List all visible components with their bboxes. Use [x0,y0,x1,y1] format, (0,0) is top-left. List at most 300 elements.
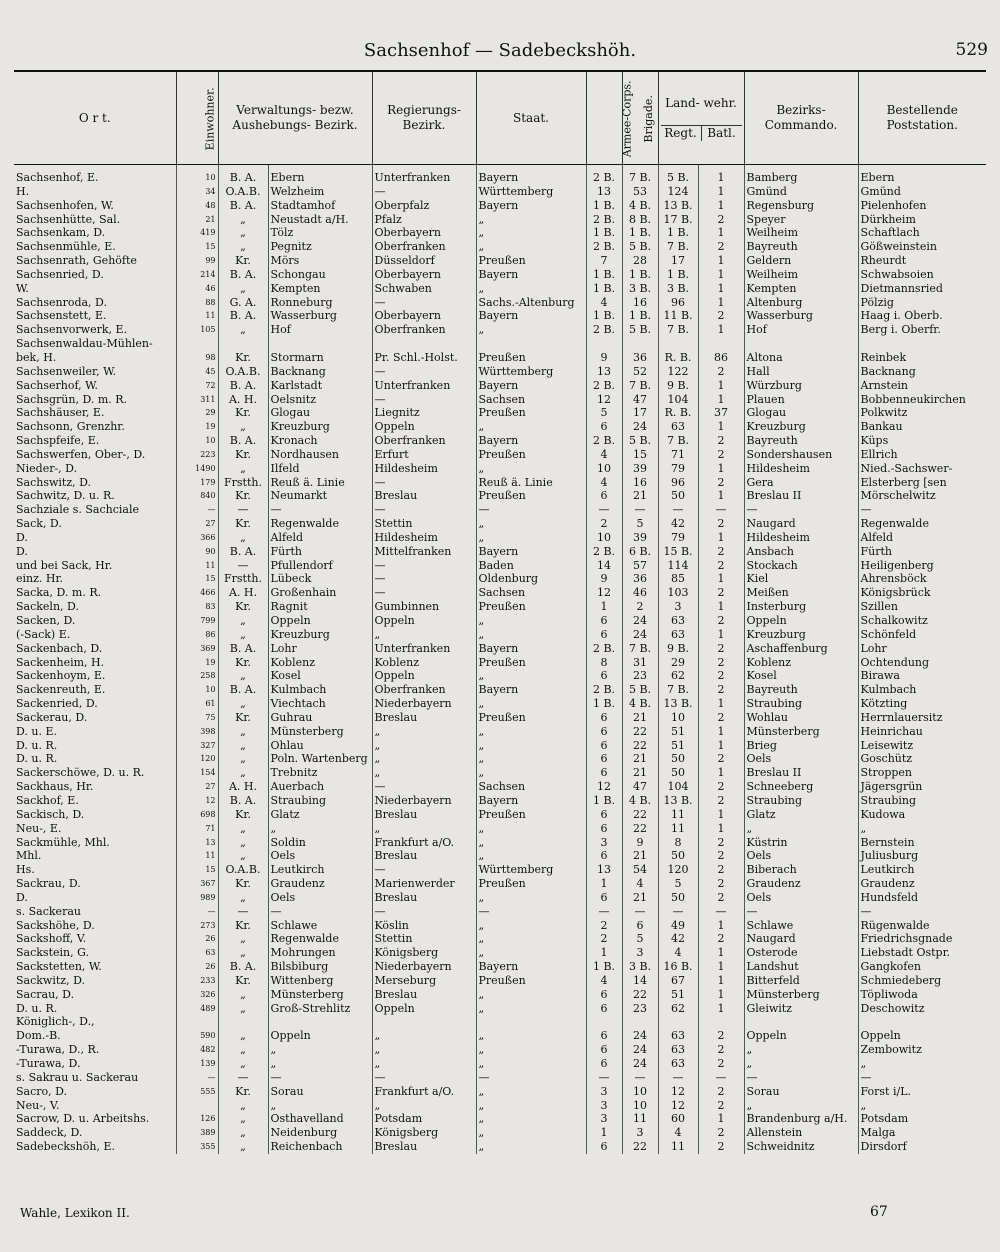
cell-amt: B. A. [218,434,268,448]
cell-staat [476,337,586,351]
cell-regt: 50 [658,891,698,905]
cell-staat: „ [476,822,586,836]
cell-commando: Münsterberg [744,988,858,1002]
cell-staat: „ [476,836,586,850]
cell-regt: 13 B. [658,199,698,213]
table-row [14,337,986,351]
cell-amt: Kr. [218,919,268,933]
cell-staat: „ [476,988,586,1002]
cell-commando: Brandenburg a/H. [744,1112,858,1126]
cell-regierungsbezirk: Breslau [372,891,476,905]
cell-ort: Sachsenkam, D. [16,226,106,240]
cell-staat: „ [476,891,586,905]
cell-armee-corps: 6 [586,614,622,628]
cell-bezirk: Trebnitz [268,766,372,780]
cell-armee-corps: 6 [586,1140,622,1154]
cell-bezirk: — [268,905,372,919]
cell-regierungsbezirk: Düsseldorf [372,254,476,268]
cell-ort: Sackstein, G. [16,946,89,960]
cell-einwohner: 11 [176,309,218,323]
table-row [14,1099,986,1113]
cell-commando: Geldern [744,254,858,268]
table-row [14,752,986,766]
cell-armee-corps: 6 [586,1043,622,1057]
cell-ort: s. Sakrau u. Sackerau [16,1070,139,1084]
cell-ort: Sachserhof, W. [16,378,99,392]
cell-armee-corps: 1 [586,600,622,614]
cell-bezirk: „ [268,1099,372,1113]
cell-armee-corps: 13 [586,185,622,199]
table-row [14,296,986,310]
cell-poststation: Dürkheim [858,213,986,227]
cell-bezirk [268,337,372,351]
cell-bezirk: Pegnitz [268,240,372,254]
cell-armee-corps: 6 [586,669,622,683]
cell-brigade: 52 [622,365,658,379]
cell-commando: Breslau II [744,489,858,503]
cell-brigade: 22 [622,822,658,836]
cell-regierungsbezirk: Stettin [372,932,476,946]
cell-bezirk: Tölz [268,226,372,240]
cell-amt: Frstth. [218,476,268,490]
cell-poststation: „ [858,1099,986,1113]
cell-brigade: 24 [622,1057,658,1071]
cell-regt: 79 [658,462,698,476]
cell-commando: Altenburg [744,296,858,310]
cell-amt: Kr. [218,1085,268,1099]
cell-einwohner: 179 [176,476,218,490]
cell-regierungsbezirk: Königsberg [372,1126,476,1140]
cell-regt: 50 [658,849,698,863]
table-row [14,199,986,213]
cell-batl: 2 [698,656,744,670]
cell-staat: Sachs.-Altenburg [476,296,586,310]
col-bezirks-commando: Bezirks- Commando. [744,71,858,165]
cell-amt: B. A. [218,683,268,697]
cell-staat: „ [476,1099,586,1113]
cell-regt: 63 [658,420,698,434]
cell-staat: „ [476,1057,586,1071]
cell-amt: Kr. [218,254,268,268]
cell-regt: 4 [658,1126,698,1140]
cell-commando: Biberach [744,863,858,877]
cell-commando: Kempten [744,282,858,296]
cell-brigade: 22 [622,725,658,739]
cell-batl: 2 [698,849,744,863]
page-number: 529 [955,40,988,60]
cell-brigade: 53 [622,185,658,199]
cell-poststation: „ [858,1057,986,1071]
cell-bezirk: Straubing [268,794,372,808]
cell-amt: Kr. [218,711,268,725]
cell-regierungsbezirk: „ [372,1029,476,1043]
cell-einwohner: 15 [176,240,218,254]
cell-einwohner: 258 [176,669,218,683]
cell-regt: 16 B. [658,960,698,974]
cell-commando: Straubing [744,697,858,711]
cell-ort: und bei Sack, Hr. [16,558,113,572]
cell-regt: 3 B. [658,282,698,296]
cell-commando: Wohlau [744,711,858,725]
cell-commando: Sondershausen [744,448,858,462]
cell-regt: 50 [658,489,698,503]
cell-commando: Gera [744,476,858,490]
cell-batl: — [698,905,744,919]
cell-batl: 1 [698,988,744,1002]
cell-regierungsbezirk: Hildesheim [372,462,476,476]
cell-amt: „ [218,240,268,254]
cell-poststation: Dietmannsried [858,282,986,296]
cell-bezirk: Oels [268,849,372,863]
col-regierungsbezirk: Regierungs- Bezirk. [372,71,476,165]
cell-ort: Sackstetten, W. [16,960,102,974]
cell-batl: 2 [698,1085,744,1099]
cell-ort: D. [16,544,28,558]
cell-brigade: 5 B. [622,683,658,697]
cell-batl: — [698,1071,744,1085]
landwehr-label: Land- wehr. [665,95,737,110]
cell-poststation: — [858,1071,986,1085]
cell-armee-corps: 2 B. [586,240,622,254]
cell-regierungsbezirk: „ [372,822,476,836]
cell-regierungsbezirk [372,1015,476,1029]
cell-bezirk: Schongau [268,268,372,282]
cell-regierungsbezirk: Breslau [372,849,476,863]
cell-bezirk: Kronach [268,434,372,448]
cell-amt [218,337,268,351]
cell-ort: Sachsenhof, E. [16,171,99,184]
cell-brigade: 15 [622,448,658,462]
cell-ort: Mhl. [16,849,42,863]
cell-armee-corps: 12 [586,780,622,794]
cell-poststation: Birawa [858,669,986,683]
cell-commando: Oels [744,752,858,766]
cell-brigade: 10 [622,1085,658,1099]
cell-staat: Oldenburg [476,572,586,586]
cell-amt: „ [218,1099,268,1113]
cell-regierungsbezirk: Oberfranken [372,434,476,448]
cell-ort: Sachsenrath, Gehöfte [16,254,137,268]
cell-brigade: — [622,1071,658,1085]
cell-amt: B. A. [218,309,268,323]
table-row [14,780,986,794]
cell-armee-corps: 6 [586,766,622,780]
cell-staat: „ [476,531,586,545]
cell-poststation: Bobbenneukirchen [858,393,986,407]
cell-commando: Bayreuth [744,434,858,448]
cell-ort: bek, H. [16,350,57,364]
cell-batl: — [698,503,744,517]
cell-brigade: 24 [622,614,658,628]
cell-regt: 120 [658,863,698,877]
cell-armee-corps: 1 B. [586,226,622,240]
cell-commando: Wasserburg [744,309,858,323]
cell-regierungsbezirk: — [372,296,476,310]
cell-poststation: Königsbrück [858,586,986,600]
cell-brigade: 5 B. [622,240,658,254]
cell-commando: Glatz [744,808,858,822]
cell-regt: 104 [658,393,698,407]
cell-bezirk: Kempten [268,282,372,296]
cell-batl: 2 [698,586,744,600]
cell-regierungsbezirk: Frankfurt a/O. [372,1085,476,1099]
cell-amt: A. H. [218,586,268,600]
cell-regierungsbezirk: — [372,185,476,199]
cell-ort: D. u. R. [16,1001,58,1015]
cell-brigade: 31 [622,656,658,670]
cell-regierungsbezirk: Unterfranken [372,642,476,656]
cell-ort: D. u. R. [16,752,58,766]
cell-armee-corps: 12 [586,586,622,600]
cell-regt: 5 [658,877,698,891]
table-row [14,1126,986,1140]
cell-ort: Sacrow, D. u. Arbeitshs. [16,1112,150,1126]
cell-bezirk: Leutkirch [268,863,372,877]
cell-batl: 1 [698,572,744,586]
cell-ort: Sachsenmühle, E. [16,240,116,254]
cell-amt: — [218,905,268,919]
cell-ort: Neu-, V. [16,1098,60,1112]
cell-batl: 2 [698,309,744,323]
cell-bezirk: Oppeln [268,1029,372,1043]
cell-batl: 1 [698,296,744,310]
table-row [14,974,986,988]
cell-commando: Speyer [744,213,858,227]
cell-brigade: 6 [622,919,658,933]
cell-einwohner: — [176,1071,218,1085]
cell-poststation: Liebstadt Ostpr. [858,946,986,960]
cell-amt: O.A.B. [218,185,268,199]
cell-poststation: Schalkowitz [858,614,986,628]
cell-ort: Sachspfeife, E. [16,434,100,448]
cell-amt: Kr. [218,489,268,503]
cell-bezirk: Osthavelland [268,1112,372,1126]
cell-brigade: 3 [622,1126,658,1140]
cell-commando [744,337,858,351]
cell-amt: „ [218,1140,268,1154]
cell-regt: 12 [658,1085,698,1099]
cell-commando: — [744,503,858,517]
cell-commando: Bayreuth [744,683,858,697]
cell-brigade: 21 [622,489,658,503]
cell-staat: Bayern [476,379,586,393]
cell-bezirk: Alfeld [268,531,372,545]
cell-regierungsbezirk: Oberbayern [372,226,476,240]
cell-armee-corps: 3 [586,1085,622,1099]
cell-poststation: Ellrich [858,448,986,462]
cell-armee-corps: 6 [586,1057,622,1071]
cell-regt: 7 B. [658,240,698,254]
cell-armee-corps: 6 [586,752,622,766]
cell-brigade: 22 [622,739,658,753]
cell-amt: „ [218,213,268,227]
cell-regt: 96 [658,296,698,310]
cell-einwohner: 10 [176,434,218,448]
cell-amt: „ [218,669,268,683]
cell-armee-corps: 3 [586,1112,622,1126]
cell-brigade: 4 [622,877,658,891]
cell-brigade [622,1015,658,1029]
cell-armee-corps: 2 [586,932,622,946]
cell-staat: „ [476,752,586,766]
cell-regt: R. B. [658,351,698,365]
cell-armee-corps: 13 [586,365,622,379]
cell-brigade [622,337,658,351]
cell-regt: 11 [658,808,698,822]
cell-einwohner: 698 [176,808,218,822]
cell-staat: „ [476,1085,586,1099]
cell-einwohner: 15 [176,863,218,877]
table-row [14,393,986,407]
cell-einwohner: 13 [176,836,218,850]
cell-einwohner: 34 [176,185,218,199]
cell-ort: Sachsenwaldau-Mühlen- [16,337,153,351]
cell-armee-corps: 9 [586,572,622,586]
cell-armee-corps: 6 [586,988,622,1002]
cell-regierungsbezirk: Breslau [372,808,476,822]
table-row [14,725,986,739]
cell-brigade: 2 [622,600,658,614]
cell-staat: Württemberg [476,863,586,877]
table-row [14,489,986,503]
cell-brigade: 16 [622,296,658,310]
cell-bezirk: Kreuzburg [268,628,372,642]
cell-armee-corps: 14 [586,559,622,573]
cell-regierungsbezirk: Frankfurt a/O. [372,836,476,850]
cell-batl: 2 [698,669,744,683]
cell-batl: 1 [698,531,744,545]
cell-armee-corps: 1 [586,946,622,960]
cell-batl: 1 [698,379,744,393]
cell-brigade: 36 [622,351,658,365]
table-row [14,1043,986,1057]
cell-regierungsbezirk: — [372,393,476,407]
cell-batl: 86 [698,351,744,365]
cell-poststation: Rügenwalde [858,919,986,933]
cell-commando: Koblenz [744,656,858,670]
cell-amt: „ [218,282,268,296]
table-row [14,877,986,891]
cell-batl: 2 [698,614,744,628]
cell-staat: Württemberg [476,365,586,379]
cell-ort: Sachsenhütte, Sal. [16,212,121,226]
cell-commando: Gleiwitz [744,1002,858,1016]
cell-bezirk: Pfullendorf [268,559,372,573]
cell-einwohner: 15 [176,572,218,586]
table-row [14,960,986,974]
cell-commando: Münsterberg [744,725,858,739]
cell-commando: — [744,905,858,919]
cell-ort: Sackenhoym, E. [16,669,106,683]
cell-armee-corps: 6 [586,822,622,836]
cell-poststation: Kötzting [858,697,986,711]
cell-armee-corps: 6 [586,628,622,642]
cell-amt: B. A. [218,165,268,185]
table-row [14,1085,986,1099]
table-row [14,434,986,448]
cell-batl: 2 [698,213,744,227]
cell-armee-corps: 1 B. [586,268,622,282]
cell-commando: Oppeln [744,614,858,628]
cell-ort: Hs. [16,863,35,877]
cell-ort: Sacrau, D. [16,987,75,1001]
cell-brigade: 11 [622,1112,658,1126]
cell-batl: 2 [698,434,744,448]
cell-brigade: 10 [622,1099,658,1113]
cell-commando: Sorau [744,1085,858,1099]
cell-bezirk: Bilsbiburg [268,960,372,974]
cell-batl: 2 [698,891,744,905]
cell-poststation: Zembowitz [858,1043,986,1057]
cell-einwohner: 555 [176,1085,218,1099]
cell-armee-corps: 2 [586,919,622,933]
cell-einwohner: 366 [176,531,218,545]
cell-staat: „ [476,932,586,946]
cell-ort: Sadebeckshöh, E. [16,1140,115,1154]
cell-einwohner: 86 [176,628,218,642]
cell-poststation: Jägersgrün [858,780,986,794]
cell-batl: 1 [698,739,744,753]
cell-regt: 3 [658,600,698,614]
cell-einwohner: 98 [176,351,218,365]
cell-regt: 63 [658,628,698,642]
cell-regierungsbezirk: Oppeln [372,614,476,628]
table-row [14,794,986,808]
table-row [14,379,986,393]
table-row [14,905,986,919]
cell-regierungsbezirk: „ [372,752,476,766]
cell-commando: Bayreuth [744,240,858,254]
cell-batl: 2 [698,517,744,531]
cell-einwohner: 19 [176,420,218,434]
cell-brigade: 1 B. [622,226,658,240]
cell-einwohner [176,1099,218,1113]
cell-regt: 122 [658,365,698,379]
cell-einwohner: 233 [176,974,218,988]
cell-brigade: 5 [622,517,658,531]
cell-einwohner: 840 [176,489,218,503]
cell-ort: einz. Hr. [16,572,64,586]
cell-bezirk: Reichenbach [268,1140,372,1154]
col-einwohner: Einwohner. [176,71,218,165]
cell-brigade: 22 [622,988,658,1002]
col-regt: Regt. [661,126,702,141]
cell-poststation: Nied.-Sachswer- [858,462,986,476]
cell-armee-corps: 1 B. [586,309,622,323]
cell-regt: 10 [658,711,698,725]
cell-amt: „ [218,891,268,905]
footer-signature: Wahle, Lexikon II. [20,1206,130,1220]
cell-regierungsbezirk: Breslau [372,489,476,503]
table-header [14,71,986,165]
cell-commando: Insterburg [744,600,858,614]
cell-staat: — [476,1071,586,1085]
cell-armee-corps: 12 [586,393,622,407]
cell-batl: 2 [698,836,744,850]
cell-einwohner: 273 [176,919,218,933]
cell-commando: Landshut [744,960,858,974]
cell-regt: 11 [658,1140,698,1154]
table-row [14,683,986,697]
cell-einwohner: 63 [176,946,218,960]
cell-bezirk: Glogau [268,406,372,420]
cell-brigade: 22 [622,808,658,822]
cell-staat: Reuß ä. Linie [476,476,586,490]
cell-commando: Hildesheim [744,531,858,545]
cell-poststation: Szillen [858,600,986,614]
cell-bezirk: Großenhain [268,586,372,600]
cell-einwohner: 326 [176,988,218,1002]
